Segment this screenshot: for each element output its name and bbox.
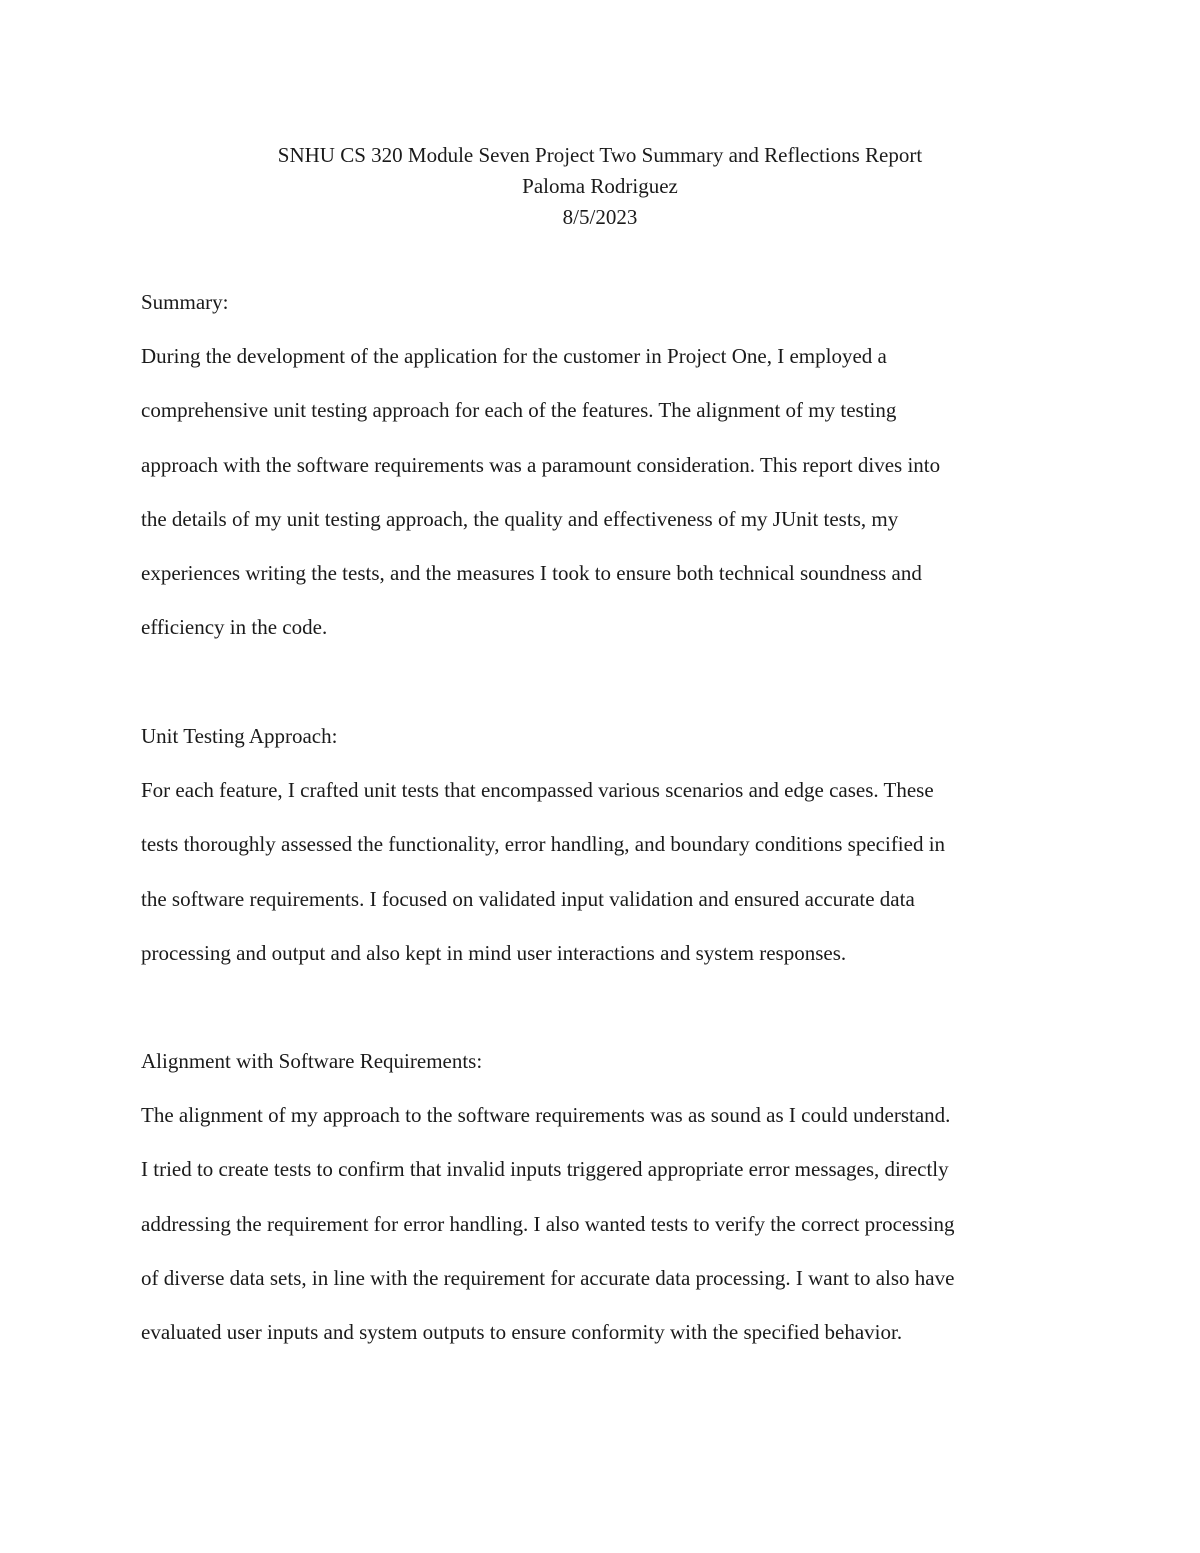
paragraph-line: the details of my unit testing approach, the quality and effectiveness of my JUnit tests, my — [141, 506, 899, 531]
paragraph-line: of diverse data sets, in line with the requirement for accurate data processing. I want to also have — [141, 1265, 955, 1290]
paragraph-line: evaluated user inputs and system outputs to ensure conformity with the specified behavior. — [141, 1320, 903, 1345]
document-date: 8/5/2023 — [562, 205, 638, 229]
paragraph-line: tests thoroughly assessed the functionality, error handling, and boundary conditions specified in — [141, 832, 946, 857]
paragraph-line: addressing the requirement for error handling. I also wanted tests to verify the correct processing — [141, 1211, 955, 1236]
section-paragraph — [141, 329, 1081, 655]
document-header — [0, 140, 1200, 233]
section-heading: Alignment with Software Requirements: — [141, 1049, 483, 1073]
paragraph-line: experiences writing the tests, and the measures I took to ensure both technical soundness and — [141, 561, 922, 586]
paragraph-line: The alignment of my approach to the software requirements was as sound as I could understand. — [141, 1103, 951, 1127]
section-paragraph — [141, 1088, 1081, 1359]
section-heading: Unit Testing Approach: — [141, 724, 338, 748]
document-title: SNHU CS 320 Module Seven Project Two Summary and Reflections Report — [277, 143, 923, 167]
paragraph-line: I tried to create tests to confirm that invalid inputs triggered appropriate error messages, directly — [141, 1157, 949, 1182]
document-author: Paloma Rodriguez — [522, 174, 678, 198]
paragraph-line: approach with the software requirements was a paramount consideration. This report dives into — [141, 452, 941, 477]
paragraph-line: processing and output and also kept in mind user interactions and system responses. — [141, 940, 847, 965]
paragraph-line: During the development of the application for the customer in Project One, I employed a — [141, 344, 887, 368]
paragraph-line: comprehensive unit testing approach for each of the features. The alignment of my testing — [141, 398, 897, 423]
paragraph-line: the software requirements. I focused on validated input validation and ensured accurate data — [141, 886, 915, 911]
paragraph-line: For each feature, I crafted unit tests that encompassed various scenarios and edge cases. These — [141, 778, 934, 802]
section-alignment-requirements — [141, 1046, 1081, 1359]
section-heading: Summary: — [141, 290, 229, 314]
section-summary — [141, 287, 1081, 655]
section-paragraph — [141, 763, 1081, 980]
paragraph-line: efficiency in the code. — [141, 615, 328, 640]
section-unit-testing-approach — [141, 721, 1081, 980]
